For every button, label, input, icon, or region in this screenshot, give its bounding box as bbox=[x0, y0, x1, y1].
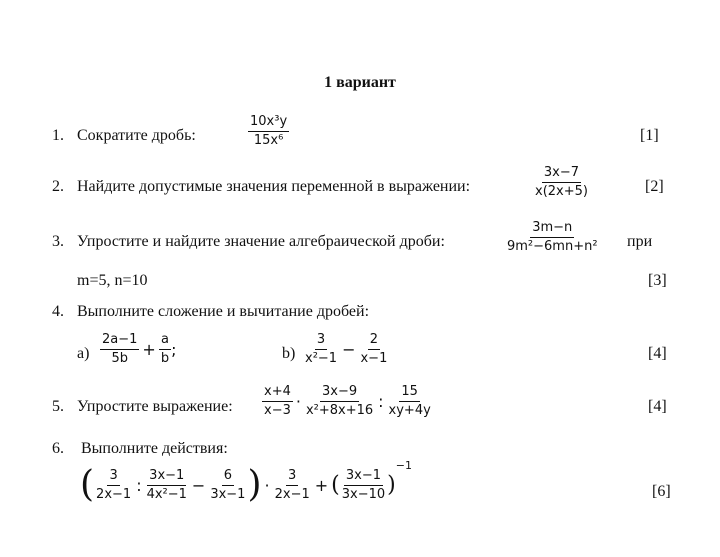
fraction bbox=[159, 333, 171, 366]
task-1-number: 1. bbox=[52, 127, 64, 144]
fraction bbox=[505, 221, 600, 254]
task-6-mark: [6] bbox=[652, 483, 671, 500]
task-5-mark: [4] bbox=[648, 398, 667, 415]
operator-minus: − bbox=[191, 475, 206, 495]
fraction-denominator: x²+8x+16 bbox=[305, 403, 374, 418]
fraction-numerator: 3 bbox=[286, 469, 298, 486]
paren-right: ) bbox=[247, 464, 262, 505]
task-2-number: 2. bbox=[52, 178, 64, 195]
operator-plus: + bbox=[314, 475, 329, 495]
fraction-denominator: b bbox=[160, 351, 170, 366]
fraction bbox=[340, 469, 387, 502]
fraction-numerator: 15 bbox=[399, 385, 420, 402]
paren-left: ( bbox=[331, 472, 340, 498]
fraction-denominator: x−3 bbox=[264, 403, 291, 418]
operator-dot: · bbox=[295, 392, 301, 411]
fraction bbox=[358, 333, 389, 366]
fraction-denominator: 15x⁶ bbox=[253, 133, 284, 148]
fraction-denominator: x(2x+5) bbox=[535, 184, 588, 199]
exponent: −1 bbox=[395, 459, 412, 472]
task-3-text: Упростите и найдите значение алгебраической дроби: bbox=[77, 233, 445, 250]
fraction bbox=[94, 469, 133, 502]
fraction bbox=[100, 333, 139, 366]
paren-left: ( bbox=[80, 464, 95, 505]
page-title: 1 вариант bbox=[324, 74, 396, 91]
fraction-denominator: 3x−10 bbox=[341, 486, 386, 502]
operator-minus: − bbox=[342, 340, 356, 359]
task-4a-expression bbox=[100, 333, 176, 366]
fraction-numerator: 3x−1 bbox=[344, 469, 383, 486]
task-2-expression bbox=[533, 166, 590, 199]
task-6-text: Выполните действия: bbox=[81, 440, 228, 457]
task-1-expression bbox=[248, 115, 289, 148]
task-4a-label: a) bbox=[77, 345, 90, 362]
fraction-denominator: xy+4y bbox=[388, 403, 431, 418]
task-4b-label: b) bbox=[282, 345, 296, 362]
fraction-denominator: x²−1 bbox=[305, 351, 338, 366]
task-3-mark: [3] bbox=[648, 272, 667, 289]
fraction-numerator: 3 bbox=[107, 469, 119, 486]
task-3-number: 3. bbox=[52, 233, 64, 250]
fraction-numerator: 3x−9 bbox=[320, 385, 359, 402]
fraction-numerator: 3x−7 bbox=[542, 166, 581, 183]
task-5-number: 5. bbox=[52, 398, 64, 415]
fraction-denominator: 9m²−6mn+n² bbox=[507, 239, 598, 254]
fraction-denominator: 2x−1 bbox=[274, 486, 310, 502]
task-6-expression bbox=[80, 459, 412, 505]
fraction-denominator: 3x−1 bbox=[210, 486, 246, 502]
fraction bbox=[248, 115, 289, 148]
fraction-numerator: a bbox=[159, 333, 171, 350]
operator-colon: : bbox=[136, 475, 142, 495]
fraction-denominator: 4x²−1 bbox=[146, 486, 187, 502]
fraction-numerator: x+4 bbox=[262, 385, 293, 402]
fraction-numerator: 3x−1 bbox=[147, 469, 186, 486]
operator-dot: · bbox=[264, 475, 270, 495]
task-3-text-after: при bbox=[627, 233, 653, 250]
task-4-number: 4. bbox=[52, 303, 64, 320]
separator: ; bbox=[171, 340, 177, 359]
task-2-mark: [2] bbox=[645, 178, 664, 195]
fraction-numerator: 10x³y bbox=[248, 115, 289, 132]
task-4-mark: [4] bbox=[648, 345, 667, 362]
task-3-expression bbox=[505, 221, 600, 254]
task-2-text: Найдите допустимые значения переменной в выражении: bbox=[77, 178, 471, 195]
fraction-denominator: 5b bbox=[111, 351, 128, 366]
task-1-text: Сократите дробь: bbox=[77, 127, 196, 144]
task-3-continuation: m=5, n=10 bbox=[77, 272, 148, 289]
fraction-numerator: 2 bbox=[368, 333, 380, 350]
fraction-numerator: 2a−1 bbox=[100, 333, 139, 350]
fraction bbox=[273, 469, 312, 502]
fraction-numerator: 6 bbox=[222, 469, 234, 486]
operator-plus: + bbox=[142, 340, 156, 359]
task-5-expression bbox=[262, 385, 433, 418]
fraction bbox=[208, 469, 247, 502]
fraction bbox=[304, 385, 375, 418]
task-1-mark: [1] bbox=[640, 127, 659, 144]
fraction-denominator: x−1 bbox=[360, 351, 388, 366]
fraction bbox=[387, 385, 433, 418]
fraction bbox=[303, 333, 339, 366]
fraction bbox=[533, 166, 590, 199]
task-4b-expression bbox=[303, 333, 389, 366]
task-6-number: 6. bbox=[52, 440, 64, 457]
fraction-numerator: 3m−n bbox=[530, 221, 574, 238]
fraction bbox=[145, 469, 189, 502]
paren-right: ) bbox=[387, 472, 396, 498]
operator-colon: : bbox=[378, 392, 384, 411]
fraction-numerator: 3 bbox=[315, 333, 327, 350]
fraction bbox=[262, 385, 293, 418]
task-5-text: Упростите выражение: bbox=[77, 398, 233, 415]
fraction-denominator: 2x−1 bbox=[96, 486, 132, 502]
task-4-text: Выполните сложение и вычитание дробей: bbox=[77, 303, 370, 320]
